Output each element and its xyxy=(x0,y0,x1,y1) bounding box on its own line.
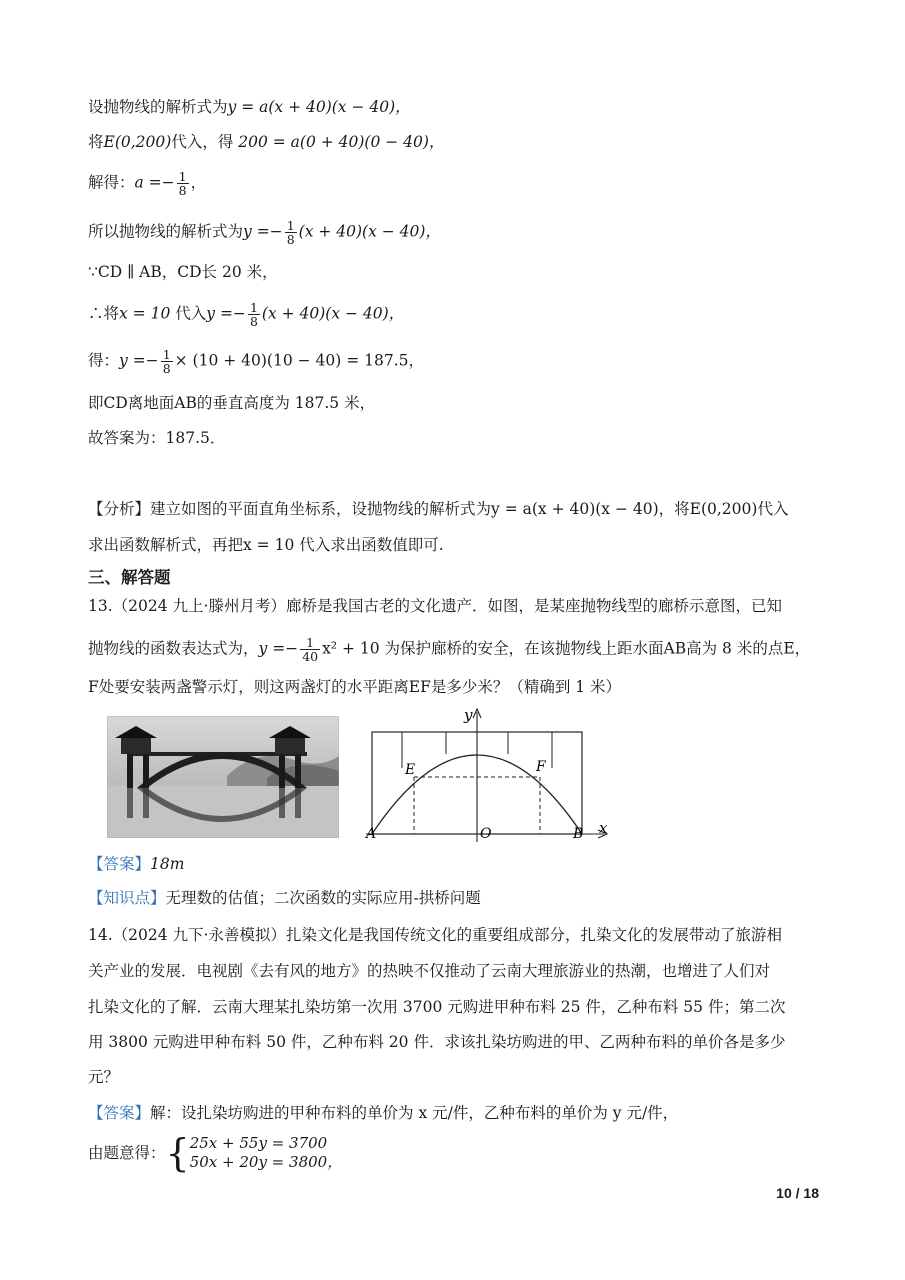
solution-line-7: 得：y =− $\frac{1}{8}$ × (10 + 40)(10 − 40) = 187.5， xyxy=(88,347,425,376)
point-f-label: F xyxy=(536,759,546,775)
point-b-label: B xyxy=(573,826,584,842)
analysis-line-2: 求出函数解析式，再把x = 10 代入求出函数值即可. xyxy=(88,536,444,554)
solution-line-3: 解得：a =− $\frac{1}{8}$ ， xyxy=(88,169,207,198)
q14-answer: 【答案】解：设扎染坊购进的甲种布料的单价为 x 元/件，乙种布料的单价为 y 元/件， xyxy=(88,1104,679,1122)
origin-label: O xyxy=(480,826,492,842)
solution-line-4: 所以抛物线的解析式为y =− $\frac{1}{8}$ (x + 40)(x − 40)， xyxy=(88,218,441,247)
page-number: 10 / 18 xyxy=(776,1185,819,1201)
analysis-tag: 【分析】 xyxy=(88,500,151,518)
answer-tag: 【答案】 xyxy=(88,855,151,873)
knowledge-tag: 【知识点】 xyxy=(88,889,166,907)
q14-line-5: 元？ xyxy=(88,1068,120,1086)
solution-line-9: 故答案为：187.5． xyxy=(88,429,226,447)
x-axis-label: x xyxy=(599,819,608,837)
q13-line-2: 抛物线的函数表达式为，y =− $\frac{1}{40}$ x² + 10 为保护廊桥的安全，在该抛物线上距水面AB高为 8 米的点E， xyxy=(88,635,811,664)
section-title: 三、解答题 xyxy=(88,568,171,587)
q14-line-3: 扎染文化的了解．云南大理某扎染坊第一次用 3700 元购进甲种布料 25 件，乙种布料 55 件；第二次 xyxy=(88,998,786,1016)
solution-line-8: 即CD离地面AB的垂直高度为 187.5 米， xyxy=(88,394,376,412)
solution-line-2: 将E(0,200)代入，得 200 = a(0 + 40)(0 − 40)， xyxy=(88,133,445,151)
q13-line-3: F处要安装两盏警示灯，则这两盏灯的水平距离EF是多少米？（精确到 1 米） xyxy=(88,678,622,696)
q13-knowledge: 【知识点】无理数的估值；二次函数的实际应用-拱桥问题 xyxy=(88,889,481,907)
analysis-line-1: 【分析】建立如图的平面直角坐标系，设抛物线的解析式为y = a(x + 40)(x − 40)，将E(0,200)代入 xyxy=(88,500,789,518)
equation-system: { 25x + 55y = 3700 50x + 20y = 3800， xyxy=(165,1131,343,1175)
point-e-label: E xyxy=(405,762,416,778)
bridge-photo xyxy=(107,716,339,838)
parabola-bridge-diagram xyxy=(356,706,616,846)
solution-line-6: ∴将x = 10 代入y =− $\frac{1}{8}$ (x + 40)(x − 40)， xyxy=(88,300,405,329)
q14-line-2: 关产业的发展．电视剧《去有风的地方》的热映不仅推动了云南大理旅游业的热潮，也增进了人们对 xyxy=(88,962,771,980)
q14-line-1: 14.（2024 九下·永善模拟）扎染文化是我国传统文化的重要组成部分，扎染文化的发展带动了旅游相 xyxy=(88,926,782,944)
y-axis-label: y xyxy=(464,706,473,724)
answer-tag: 【答案】 xyxy=(88,1104,151,1122)
solution-line-5: ∵CD ∥ AB，CD长 20 米， xyxy=(88,263,278,281)
fraction: $\frac{1}{40}$ xyxy=(302,635,319,664)
solution-line-1: 设抛物线的解析式为y = a(x + 40)(x − 40)， xyxy=(88,98,411,116)
fraction: $\frac{1}{8}$ xyxy=(178,169,187,198)
q14-line-4: 用 3800 元购进甲种布料 50 件，乙种布料 20 件．求该扎染坊购进的甲、乙两种布料的单价各是多少 xyxy=(88,1033,786,1051)
fraction: $\frac{1}{8}$ xyxy=(249,300,258,329)
q13-line-1: 13.（2024 九上·滕州月考）廊桥是我国古老的文化遗产．如图，是某座抛物线型的廊桥示意图，已知 xyxy=(88,597,782,615)
q13-answer: 【答案】18m xyxy=(88,855,185,873)
point-a-label: A xyxy=(366,826,377,842)
fraction: $\frac{1}{8}$ xyxy=(286,218,295,247)
fraction: $\frac{1}{8}$ xyxy=(162,347,171,376)
q14-system: 由题意得：{ 25x + 55y = 3700 50x + 20y = 3800， xyxy=(88,1131,343,1175)
